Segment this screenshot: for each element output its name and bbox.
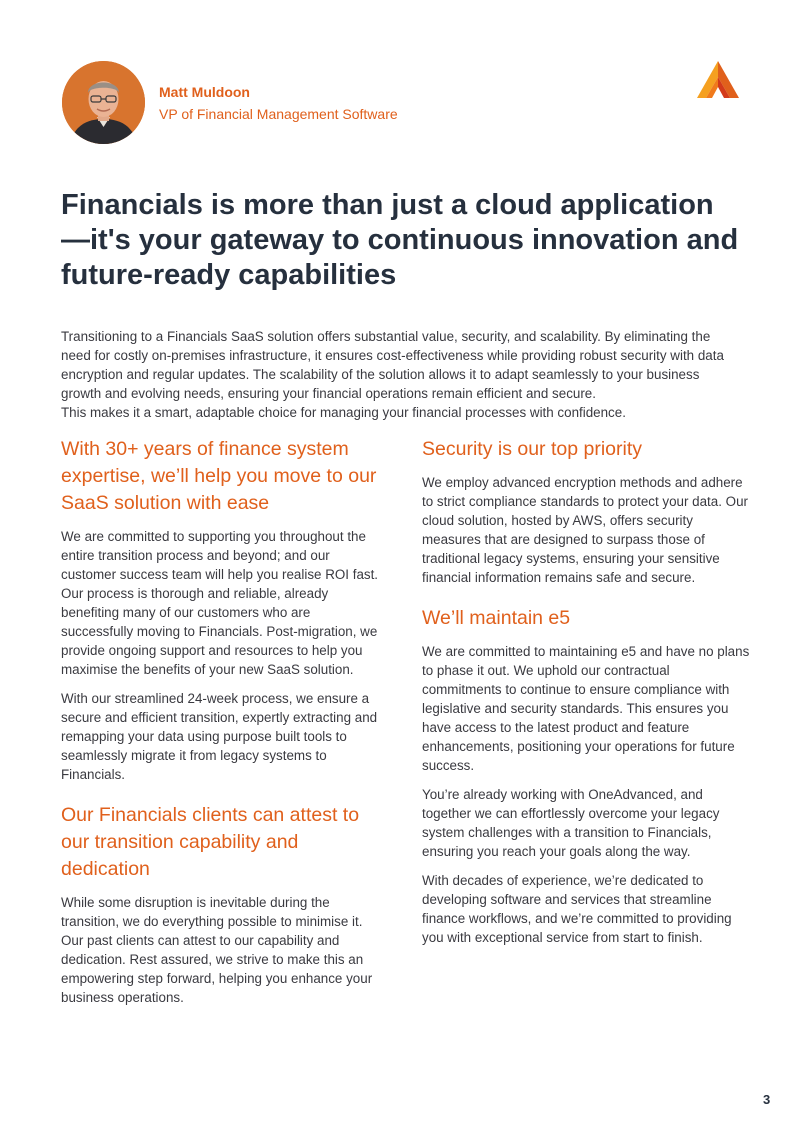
page-number: 3 <box>763 1092 771 1107</box>
intro-text <box>61 327 741 422</box>
section-heading: We’ll maintain e5 <box>422 607 571 629</box>
author-photo <box>62 61 145 144</box>
body-paragraph: We employ advanced encryption methods and adhere to strict compliance standards to protect your data. Our cloud solution, hosted by AWS, offers security measures that are designed to surpass those of traditional legacy systems, ensuring your sensitive financial information remains safe and secure. <box>422 475 748 585</box>
body-paragraph: You’re already working with OneAdvanced, and together we can effortlessly overcome your legacy system challenges with a transition to Financials, ensuring you reach your goals along the way. <box>422 787 720 859</box>
section-heading: Security is our top priority <box>422 438 642 460</box>
intro-paragraph: This makes it a smart, adaptable choice for managing your financial processes with confidence. <box>61 405 626 420</box>
body-paragraph: With our streamlined 24-week process, we ensure a secure and efficient transition, expertly extracting and remapping your data using purpose built tools to seamlessly migrate it from legacy systems to Financials. <box>61 691 378 782</box>
body-paragraph: We are committed to supporting you throughout the entire transition process and beyond; and our customer success team will help you realise ROI fast. Our process is thorough and reliable, already benefiting many of our customers who are successfully moving to Financials. Post-migration, we provide ongoing support and resources to help you maximise the benefits of your new SaaS solution. <box>61 529 379 677</box>
intro-paragraph: Transitioning to a Financials SaaS solution offers substantial value, security, and scalability. By eliminating the need for costly on-premises infrastructure, it ensures cost-effectiveness while providing robust security with data encryption and regular updates. The scalability of the solution allows it to adapt seamlessly to your business growth and evolving needs, ensuring your financial operations remain efficient and secure. <box>61 329 724 401</box>
page-headline: Financials is more than just a cloud application—it's your gateway to continuous innovation and future-ready capabilities <box>61 189 739 291</box>
body-paragraph: With decades of experience, we’re dedicated to developing software and services that streamline finance workflows, and we’re committed to providing you with exceptional service from start to finish. <box>422 873 732 945</box>
body-paragraph: We are committed to maintaining e5 and have no plans to phase it out. We uphold our contractual commitments to continue to ensure compliance with legislative and security standards. This ensures you have access to the latest product and feature enhancements, positioning your operations for future success. <box>422 644 750 773</box>
brand-a-logo-icon <box>696 60 740 100</box>
right-column <box>422 436 752 957</box>
author-name: Matt Muldoon <box>159 84 250 100</box>
section-heading: With 30+ years of finance system expertise, we’ll help you move to our SaaS solution with ease <box>61 438 377 514</box>
left-column <box>61 436 381 1017</box>
person-photo-icon <box>62 61 145 144</box>
author-role: VP of Financial Management Software <box>159 106 398 122</box>
section-heading: Our Financials clients can attest to our transition capability and dedication <box>61 804 360 880</box>
body-paragraph: While some disruption is inevitable during the transition, we do everything possible to minimise it. Our past clients can attest to our capability and dedication. Rest assured, we strive to make this an empowering step forward, helping you enhance your business operations. <box>61 895 373 1005</box>
